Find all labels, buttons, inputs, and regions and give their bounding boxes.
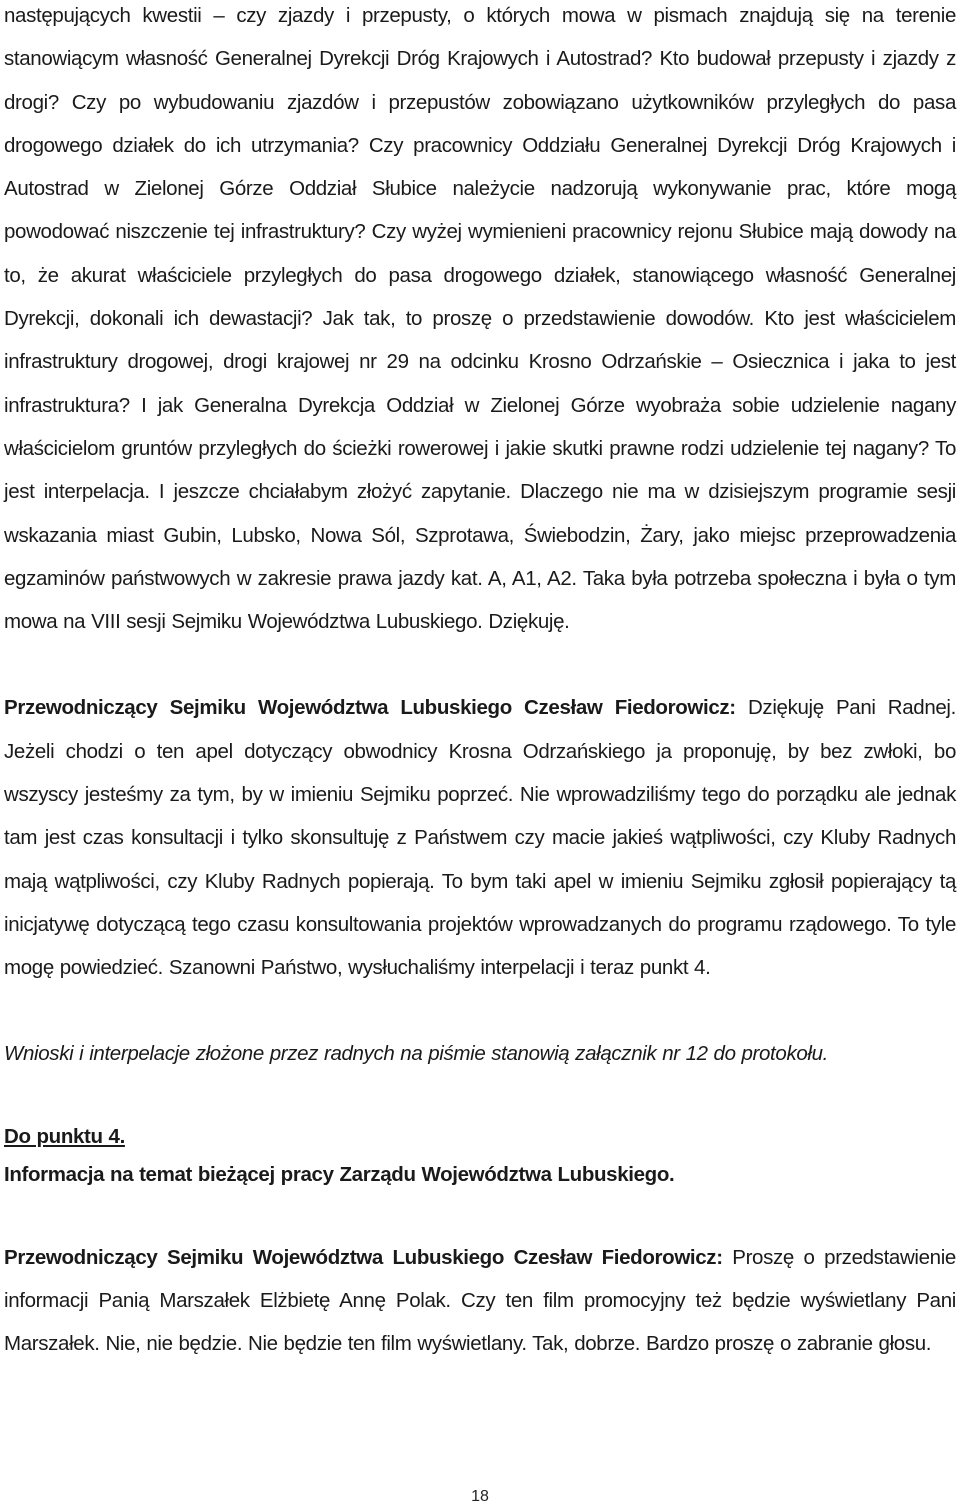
speaker-name: Przewodniczący Sejmiku Województwa Lubuskiego Czesław Fiedorowicz: — [4, 1245, 723, 1269]
agenda-point-label: Do punktu 4. — [4, 1124, 125, 1148]
agenda-point-title: Informacja na temat bieżącej pracy Zarządu Województwa Lubuskiego. — [4, 1162, 675, 1186]
interpellation-paragraph: następujących kwestii – czy zjazdy i przepusty, o których mowa w pismach znajdują się na terenie stanowiącym własność Generalnej Dyrekcji Dróg Krajowych i Autostrad? Kto budował przepusty i zjazdy z drogi? Czy po wybudowaniu zjazdów i przepustów zobowiązano użytkowników przyległych do pasa drogowego działek do ich utrzymania? Czy pracownicy Oddziału Generalnej Dyrekcji Dróg Krajowych i Autostrad w Zielonej Górze Oddział Słubice należycie nadzorują wykonywanie prac, które mogą powodować niszczenie tej infrastruktury? Czy wyżej wymienieni pracownicy rejonu Słubice mają dowody na to, że akurat właściciele przyległych do pasa drogowego działek, stanowiącego własność Generalnej Dyrekcji, dokonali ich dewastacji? Jak tak, to proszę o przedstawienie dowodów. Kto jest właścicielem infrastruktury drogowej, drogi krajowej nr 29 na odcinku Krosno Odrzańskie – Osiecznica i jaka to jest infrastruktura? I jak Generalna Dyrekcja Oddział w Zielonej Górze wyobraża sobie udzielenie nagany właścicielom gruntów przyległych do ścieżki rowerowej i jakie skutki prawne rodzi udzielenie tej nagany? To jest interpelacja. I jeszcze chciałabym złożyć zapytanie. Dlaczego nie ma w dzisiejszym programie sesji wskazania miast Gubin, Lubsko, Nowa Sól, Szprotawa, Świebodzin, Żary, jako miejsc przeprowadzenia egzaminów państwowych w zakresie prawa jazdy kat. A, A1, A2. Taka była potrzeba społeczna i była o tym mowa na VIII sesji Sejmiku Województwa Lubuskiego. Dziękuję. — [4, 4, 956, 634]
agenda-item-heading — [4, 1118, 956, 1194]
chairman-introduction-paragraph — [4, 1236, 956, 1366]
page-number: 18 — [471, 1488, 489, 1505]
speech-text: Dziękuję Pani Radnej. Jeżeli chodzi o ten apel dotyczący obwodnicy Krosna Odrzańskiego ja proponuję, by bez zwłoki, bo wszyscy jesteśmy za tym, by w imieniu Sejmiku poprzeć. Nie wprowadziliśmy tego do porządku ale jednak tam jest czas konsultacji i tylko skonsultuję z Państwem czy macie jakieś wątpliwości, czy Kluby Radnych mają wątpliwości, czy Kluby Radnych popierają. To bym taki apel w imieniu Sejmiku zgłosił popierający tą inicjatywę dotyczącą tego czasu konsultowania projektów wprowadzanych do programu rządowego. To tyle mogę powiedzieć. Szanowni Państwo, wysłuchaliśmy interpelacji i teraz punkt 4. — [4, 696, 956, 980]
speech-text: Proszę o przedstawienie informacji Panią Marszałek Elżbietę Annę Polak. Czy ten film promocyjny też będzie wyświetlany Pani Marszałek. Nie, nie będzie. Nie będzie ten film wyświetlany. Tak, dobrze. Bardzo proszę o zabranie głosu. — [4, 1245, 956, 1356]
speaker-name: Przewodniczący Sejmiku Województwa Lubuskiego Czesław Fiedorowicz: — [4, 696, 736, 720]
document-page — [4, 0, 956, 1365]
chairman-response-paragraph — [4, 686, 956, 989]
attachment-note: Wnioski i interpelacje złożone przez radnych na piśmie stanowią załącznik nr 12 do protokołu. — [4, 1041, 828, 1065]
